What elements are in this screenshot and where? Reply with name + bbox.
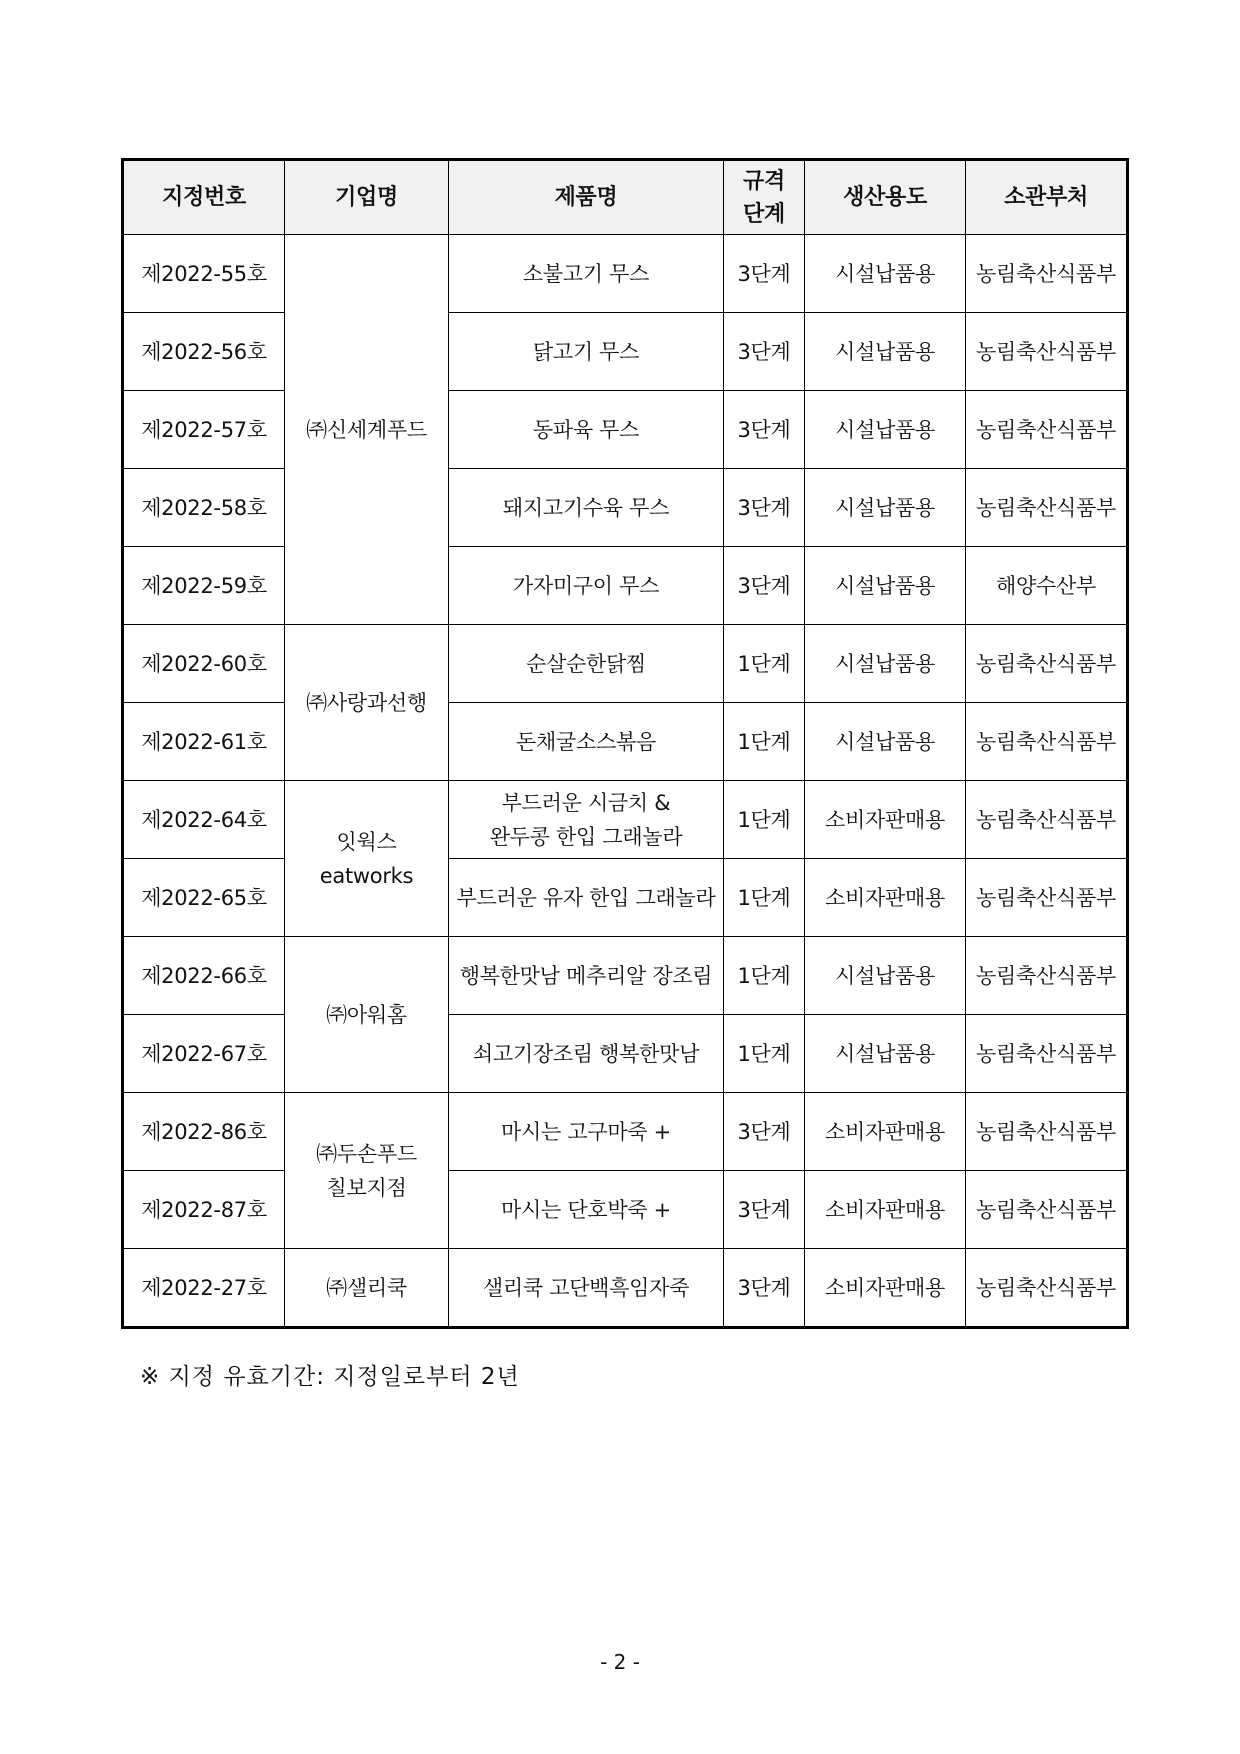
ministry-cell: 농림축산식품부 xyxy=(966,235,1128,313)
table-body xyxy=(123,235,1128,1328)
company-name-cell xyxy=(285,937,449,1093)
table-row xyxy=(123,1249,1128,1328)
header-production-usage: 생산용도 xyxy=(805,160,966,235)
production-usage-cell: 시설납품용 xyxy=(805,625,966,703)
product-name-line: 쇠고기장조림 행복한맛남 xyxy=(472,1041,700,1066)
company-name-cell xyxy=(285,235,449,625)
designation-number-cell: 제2022-60호 xyxy=(123,625,285,703)
header-company-name: 기업명 xyxy=(285,160,449,235)
header-designation-number: 지정번호 xyxy=(123,160,285,235)
production-usage-cell: 소비자판매용 xyxy=(805,1249,966,1328)
production-usage-cell: 시설납품용 xyxy=(805,391,966,469)
page-number: - 2 - xyxy=(600,1650,640,1674)
product-name-cell xyxy=(449,469,724,547)
grade-level-cell: 3단계 xyxy=(724,469,805,547)
ministry-cell: 농림축산식품부 xyxy=(966,625,1128,703)
table-row xyxy=(123,703,1128,781)
table-row xyxy=(123,859,1128,937)
ministry-cell: 농림축산식품부 xyxy=(966,1093,1128,1171)
product-name-cell xyxy=(449,313,724,391)
product-name-line: 닭고기 무스 xyxy=(532,339,640,364)
ministry-cell: 농림축산식품부 xyxy=(966,469,1128,547)
production-usage-cell: 시설납품용 xyxy=(805,937,966,1015)
product-name-line: 돼지고기수육 무스 xyxy=(502,495,670,520)
company-name-cell xyxy=(285,781,449,937)
production-usage-cell: 소비자판매용 xyxy=(805,1171,966,1249)
product-name-line: 동파육 무스 xyxy=(532,417,640,442)
product-name-cell xyxy=(449,547,724,625)
header-grade-line2: 단계 xyxy=(743,201,785,227)
header-ministry: 소관부처 xyxy=(966,160,1128,235)
grade-level-cell: 3단계 xyxy=(724,391,805,469)
grade-level-cell: 1단계 xyxy=(724,1015,805,1093)
table-row xyxy=(123,1171,1128,1249)
designation-number-cell: 제2022-64호 xyxy=(123,781,285,859)
ministry-cell: 농림축산식품부 xyxy=(966,1015,1128,1093)
product-name-line: 행복한맛남 메추리알 장조림 xyxy=(459,963,713,988)
ministry-cell: 농림축산식품부 xyxy=(966,1171,1128,1249)
designation-number-cell: 제2022-86호 xyxy=(123,1093,285,1171)
ministry-cell: 농림축산식품부 xyxy=(966,937,1128,1015)
company-name-line: ㈜두손푸드 xyxy=(316,1141,417,1166)
product-name-cell xyxy=(449,703,724,781)
product-name-cell xyxy=(449,625,724,703)
designation-number-cell: 제2022-67호 xyxy=(123,1015,285,1093)
production-usage-cell: 시설납품용 xyxy=(805,547,966,625)
production-usage-cell: 시설납품용 xyxy=(805,1015,966,1093)
product-name-cell xyxy=(449,391,724,469)
table-row xyxy=(123,781,1128,859)
grade-level-cell: 3단계 xyxy=(724,1249,805,1328)
ministry-cell: 농림축산식품부 xyxy=(966,703,1128,781)
product-name-cell xyxy=(449,1093,724,1171)
designation-table xyxy=(121,158,1129,1329)
designation-number-cell: 제2022-66호 xyxy=(123,937,285,1015)
product-name-line: 완두콩 한입 그래놀라 xyxy=(489,824,683,849)
header-product-name: 제품명 xyxy=(449,160,724,235)
designation-number-cell: 제2022-59호 xyxy=(123,547,285,625)
table-row xyxy=(123,235,1128,313)
grade-level-cell: 1단계 xyxy=(724,703,805,781)
table-row xyxy=(123,1015,1128,1093)
product-name-line: 부드러운 유자 한입 그래놀라 xyxy=(456,885,716,910)
grade-level-cell: 3단계 xyxy=(724,547,805,625)
table-row xyxy=(123,391,1128,469)
product-name-line: 소불고기 무스 xyxy=(522,261,650,286)
product-name-line: 순살순한닭찜 xyxy=(526,651,646,676)
grade-level-cell: 3단계 xyxy=(724,313,805,391)
ministry-cell: 농림축산식품부 xyxy=(966,391,1128,469)
company-name-line: 잇웍스 xyxy=(336,829,397,854)
production-usage-cell: 소비자판매용 xyxy=(805,859,966,937)
company-name-line: eatworks xyxy=(319,863,414,888)
product-name-cell xyxy=(449,1171,724,1249)
table-row xyxy=(123,937,1128,1015)
production-usage-cell: 시설납품용 xyxy=(805,235,966,313)
company-name-cell xyxy=(285,1093,449,1249)
ministry-cell: 해양수산부 xyxy=(966,547,1128,625)
production-usage-cell: 시설납품용 xyxy=(805,469,966,547)
product-name-cell xyxy=(449,859,724,937)
designation-number-cell: 제2022-55호 xyxy=(123,235,285,313)
company-name-line: ㈜아워홈 xyxy=(326,1002,407,1027)
production-usage-cell: 소비자판매용 xyxy=(805,1093,966,1171)
ministry-cell: 농림축산식품부 xyxy=(966,859,1128,937)
table-row xyxy=(123,547,1128,625)
grade-level-cell: 3단계 xyxy=(724,1171,805,1249)
grade-level-cell: 1단계 xyxy=(724,859,805,937)
ministry-cell: 농림축산식품부 xyxy=(966,781,1128,859)
grade-level-cell: 1단계 xyxy=(724,937,805,1015)
table-row xyxy=(123,1093,1128,1171)
product-name-line: 부드러운 시금치 & xyxy=(501,790,671,815)
company-name-line: 칠보지점 xyxy=(326,1175,407,1200)
production-usage-cell: 시설납품용 xyxy=(805,313,966,391)
ministry-cell: 농림축산식품부 xyxy=(966,313,1128,391)
production-usage-cell: 시설납품용 xyxy=(805,703,966,781)
designation-number-cell: 제2022-65호 xyxy=(123,859,285,937)
validity-footnote: ※ 지정 유효기간: 지정일로부터 2년 xyxy=(140,1364,520,1390)
designation-number-cell: 제2022-87호 xyxy=(123,1171,285,1249)
company-name-line: ㈜샐리쿡 xyxy=(326,1275,407,1300)
company-name-line: ㈜사랑과선행 xyxy=(306,690,427,715)
production-usage-cell: 소비자판매용 xyxy=(805,781,966,859)
grade-level-cell: 3단계 xyxy=(724,235,805,313)
table-row xyxy=(123,469,1128,547)
grade-level-cell: 1단계 xyxy=(724,781,805,859)
product-name-cell xyxy=(449,235,724,313)
product-name-cell xyxy=(449,1249,724,1328)
company-name-line: ㈜신세계푸드 xyxy=(306,417,427,442)
product-name-line: 마시는 고구마죽 + xyxy=(501,1119,671,1144)
header-grade-line1: 규격 xyxy=(743,168,785,194)
designation-number-cell: 제2022-57호 xyxy=(123,391,285,469)
product-name-line: 마시는 단호박죽 + xyxy=(501,1197,671,1222)
product-name-line: 돈채굴소스볶음 xyxy=(516,729,656,754)
product-name-line: 샐리쿡 고단백흑임자죽 xyxy=(482,1275,690,1300)
grade-level-cell: 3단계 xyxy=(724,1093,805,1171)
designation-number-cell: 제2022-61호 xyxy=(123,703,285,781)
product-name-cell xyxy=(449,781,724,859)
header-grade-level xyxy=(724,160,805,235)
company-name-cell xyxy=(285,1249,449,1328)
designation-number-cell: 제2022-56호 xyxy=(123,313,285,391)
company-name-cell xyxy=(285,625,449,781)
designation-number-cell: 제2022-27호 xyxy=(123,1249,285,1328)
product-name-cell xyxy=(449,1015,724,1093)
table-row xyxy=(123,313,1128,391)
designation-number-cell: 제2022-58호 xyxy=(123,469,285,547)
grade-level-cell: 1단계 xyxy=(724,625,805,703)
ministry-cell: 농림축산식품부 xyxy=(966,1249,1128,1328)
table-header-row xyxy=(123,160,1128,235)
product-name-cell xyxy=(449,937,724,1015)
product-name-line: 가자미구이 무스 xyxy=(512,573,660,598)
table-row xyxy=(123,625,1128,703)
